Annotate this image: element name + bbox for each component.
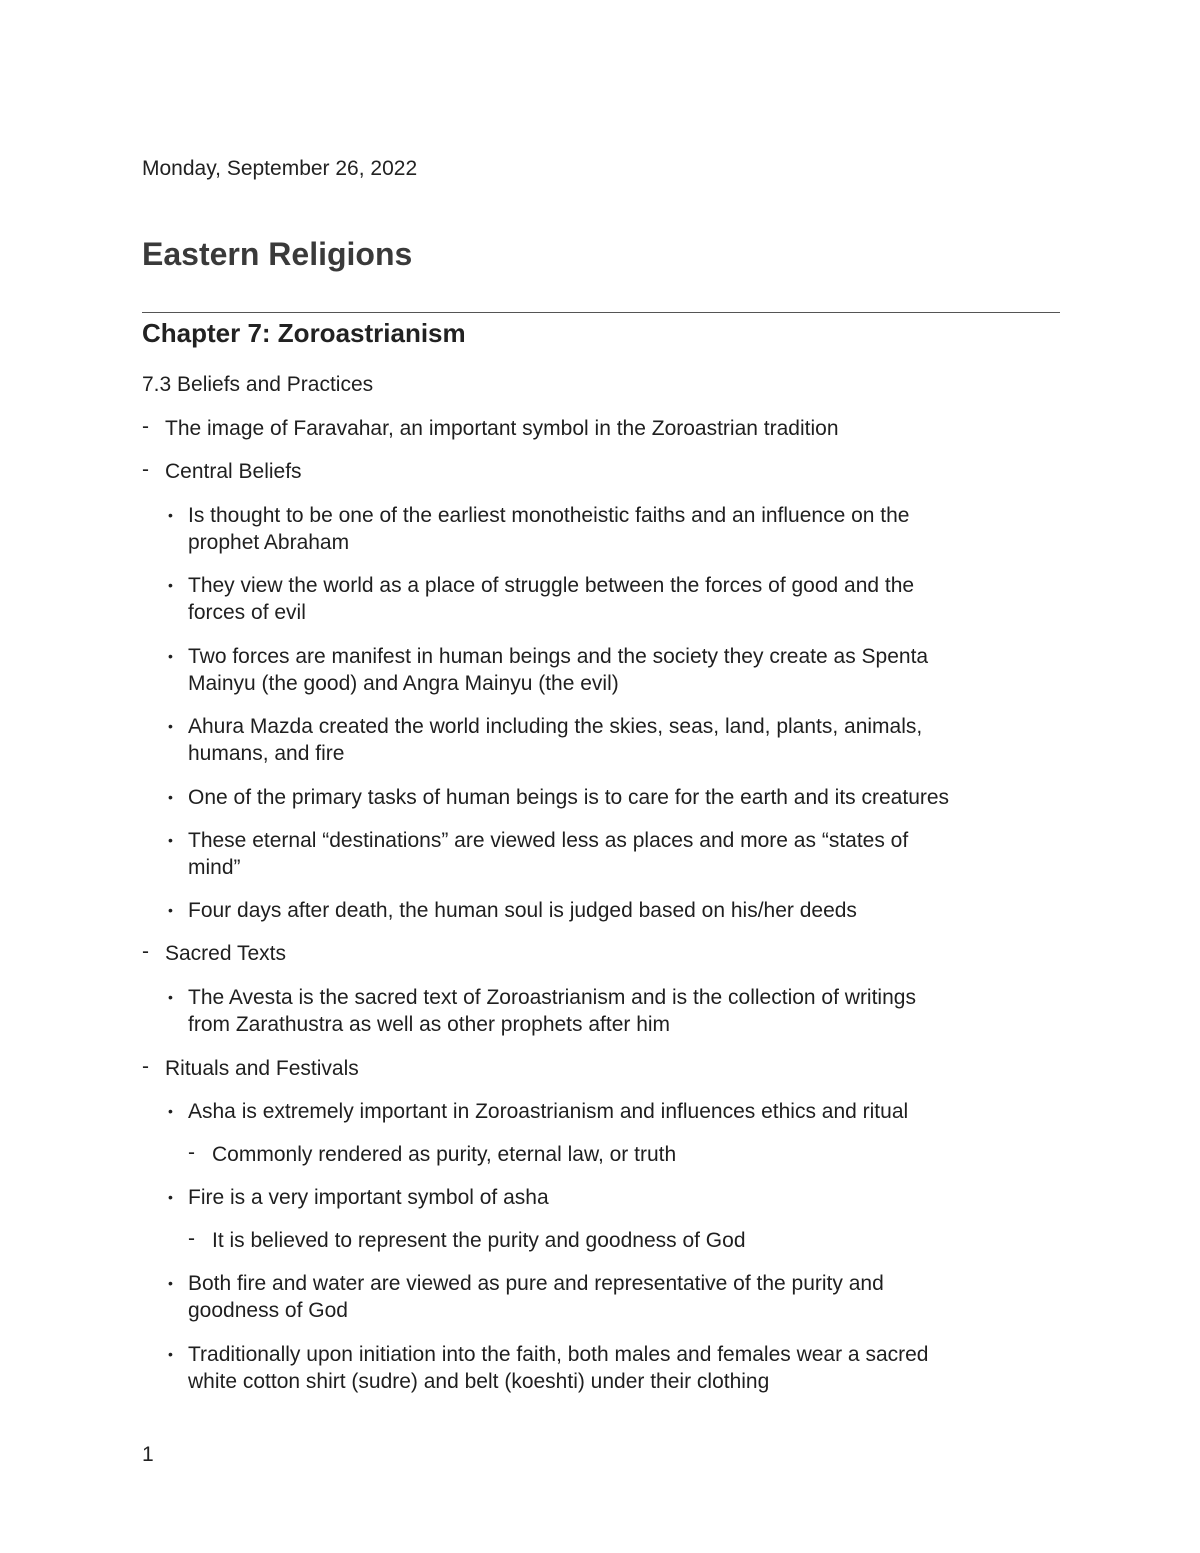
- list-item-line: Is thought to be one of the earliest monotheistic faiths and an influence on the: [188, 504, 910, 527]
- list-item-line: Mainyu (the good) and Angra Mainyu (the evil): [188, 672, 619, 695]
- list-item-line: These eternal “destinations” are viewed less as places and more as “states of: [188, 829, 909, 852]
- dash-marker: -: [188, 1227, 195, 1250]
- list-item-line: from Zarathustra as well as other prophets after him: [188, 1013, 671, 1036]
- dash-marker: -: [142, 458, 149, 481]
- list-item-line: forces of evil: [188, 601, 306, 624]
- bullet-marker: •: [168, 577, 173, 593]
- list-item-central-beliefs: Central Beliefs: [165, 460, 302, 483]
- list-item-line: Asha is extremely important in Zoroastrianism and influences ethics and ritual: [188, 1100, 909, 1123]
- list-item-faravahar: The image of Faravahar, an important symbol in the Zoroastrian tradition: [165, 417, 839, 440]
- bullet-marker: •: [168, 507, 173, 523]
- list-item-line: Four days after death, the human soul is judged based on his/her deeds: [188, 899, 857, 922]
- list-item-line: The Avesta is the sacred text of Zoroastrianism and is the collection of writings: [188, 986, 916, 1009]
- bullet-marker: •: [168, 718, 173, 734]
- dash-marker: -: [142, 415, 149, 438]
- list-item-line: humans, and fire: [188, 742, 345, 765]
- list-item-line: white cotton shirt (sudre) and belt (koeshti) under their clothing: [188, 1370, 770, 1393]
- bullet-marker: •: [168, 789, 173, 805]
- list-item-line: One of the primary tasks of human beings is to care for the earth and its creatures: [188, 786, 950, 809]
- bullet-marker: •: [168, 1275, 173, 1291]
- list-item-line: goodness of God: [188, 1299, 348, 1322]
- list-item-line: Ahura Mazda created the world including the skies, seas, land, plants, animals,: [188, 715, 923, 738]
- list-item-line: Fire is a very important symbol of asha: [188, 1186, 549, 1209]
- document-date: Monday, September 26, 2022: [142, 157, 418, 180]
- bullet-marker: •: [168, 648, 173, 664]
- list-item-rituals: Rituals and Festivals: [165, 1057, 359, 1080]
- list-item-sacred-texts: Sacred Texts: [165, 942, 287, 965]
- title-divider: [142, 312, 1060, 313]
- bullet-marker: •: [168, 1189, 173, 1205]
- bullet-marker: •: [168, 832, 173, 848]
- page-number: 1: [142, 1443, 154, 1466]
- list-item-line: Two forces are manifest in human beings and the society they create as Spenta: [188, 645, 929, 668]
- dash-marker: -: [142, 1055, 149, 1078]
- list-item-line: prophet Abraham: [188, 531, 350, 554]
- list-item-line: Traditionally upon initiation into the faith, both males and females wear a sacred: [188, 1343, 929, 1366]
- bullet-marker: •: [168, 1346, 173, 1362]
- bullet-marker: •: [168, 989, 173, 1005]
- dash-marker: -: [188, 1141, 195, 1164]
- list-item-line: mind”: [188, 856, 241, 879]
- bullet-marker: •: [168, 1103, 173, 1119]
- bullet-marker: •: [168, 902, 173, 918]
- list-item-line: They view the world as a place of struggle between the forces of good and the: [188, 574, 915, 597]
- sub-list-item: Commonly rendered as purity, eternal law, or truth: [212, 1143, 677, 1166]
- section-heading: 7.3 Beliefs and Practices: [142, 373, 374, 396]
- dash-marker: -: [142, 940, 149, 963]
- chapter-heading: Chapter 7: Zoroastrianism: [142, 318, 466, 348]
- list-item-line: Both fire and water are viewed as pure and representative of the purity and: [188, 1272, 884, 1295]
- sub-list-item: It is believed to represent the purity and goodness of God: [212, 1229, 746, 1252]
- document-title: Eastern Religions: [142, 236, 413, 272]
